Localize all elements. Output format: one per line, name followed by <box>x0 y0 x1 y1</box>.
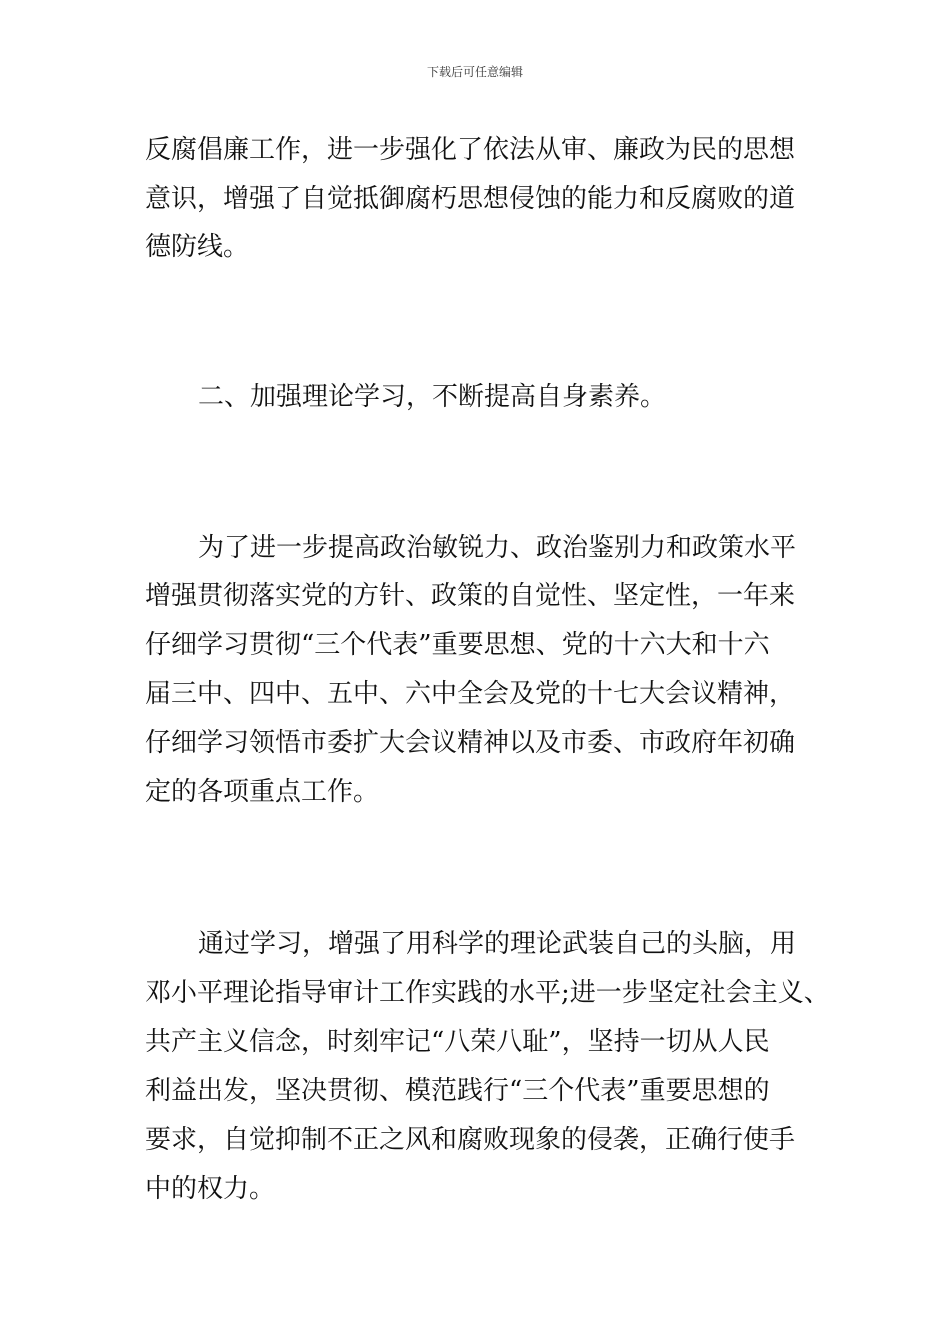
page-header: 下载后可任意编辑 <box>426 65 523 79</box>
paragraph-line: 德防线。 <box>145 232 250 262</box>
paragraph-line: 反腐倡廉工作，进一步强化了依法从审、廉政为民的思想 <box>145 135 796 165</box>
paragraph-line: 定的各项重点工作。 <box>145 777 380 807</box>
paragraph-line: 仔细学习贯彻“三个代表”重要思想、党的十六大和十六 <box>145 630 770 660</box>
paragraph-line: 共产主义信念，时刻牢记“八荣八耻”，坚持一切从人民 <box>145 1027 770 1057</box>
paragraph-line: 意识，增强了自觉抵御腐朽思想侵蚀的能力和反腐败的道 <box>145 184 796 214</box>
section-heading: 二、加强理论学习，不断提高自身素养。 <box>198 382 667 412</box>
paragraph-line: 邓小平理论指导审计工作实践的水平;进一步坚定社会主义、 <box>145 978 830 1008</box>
paragraph-line: 增强贯彻落实党的方针、政策的自觉性、坚定性，一年来 <box>145 581 796 611</box>
paragraph-line: 为了进一步提高政治敏锐力、政治鉴别力和政策水平 <box>198 533 797 563</box>
paragraph-line: 要求，自觉抑制不正之风和腐败现象的侵袭，正确行使手 <box>145 1125 796 1155</box>
paragraph-line: 仔细学习领悟市委扩大会议精神以及市委、市政府年初确 <box>145 728 796 758</box>
paragraph-line: 利益出发，坚决贯彻、模范践行“三个代表”重要思想的 <box>145 1076 770 1106</box>
paragraph-line: 通过学习，增强了用科学的理论武装自己的头脑，用 <box>198 929 797 959</box>
paragraph-line: 中的权力。 <box>145 1174 276 1204</box>
paragraph-line: 届三中、四中、五中、六中全会及党的十七大会议精神， <box>145 679 796 709</box>
